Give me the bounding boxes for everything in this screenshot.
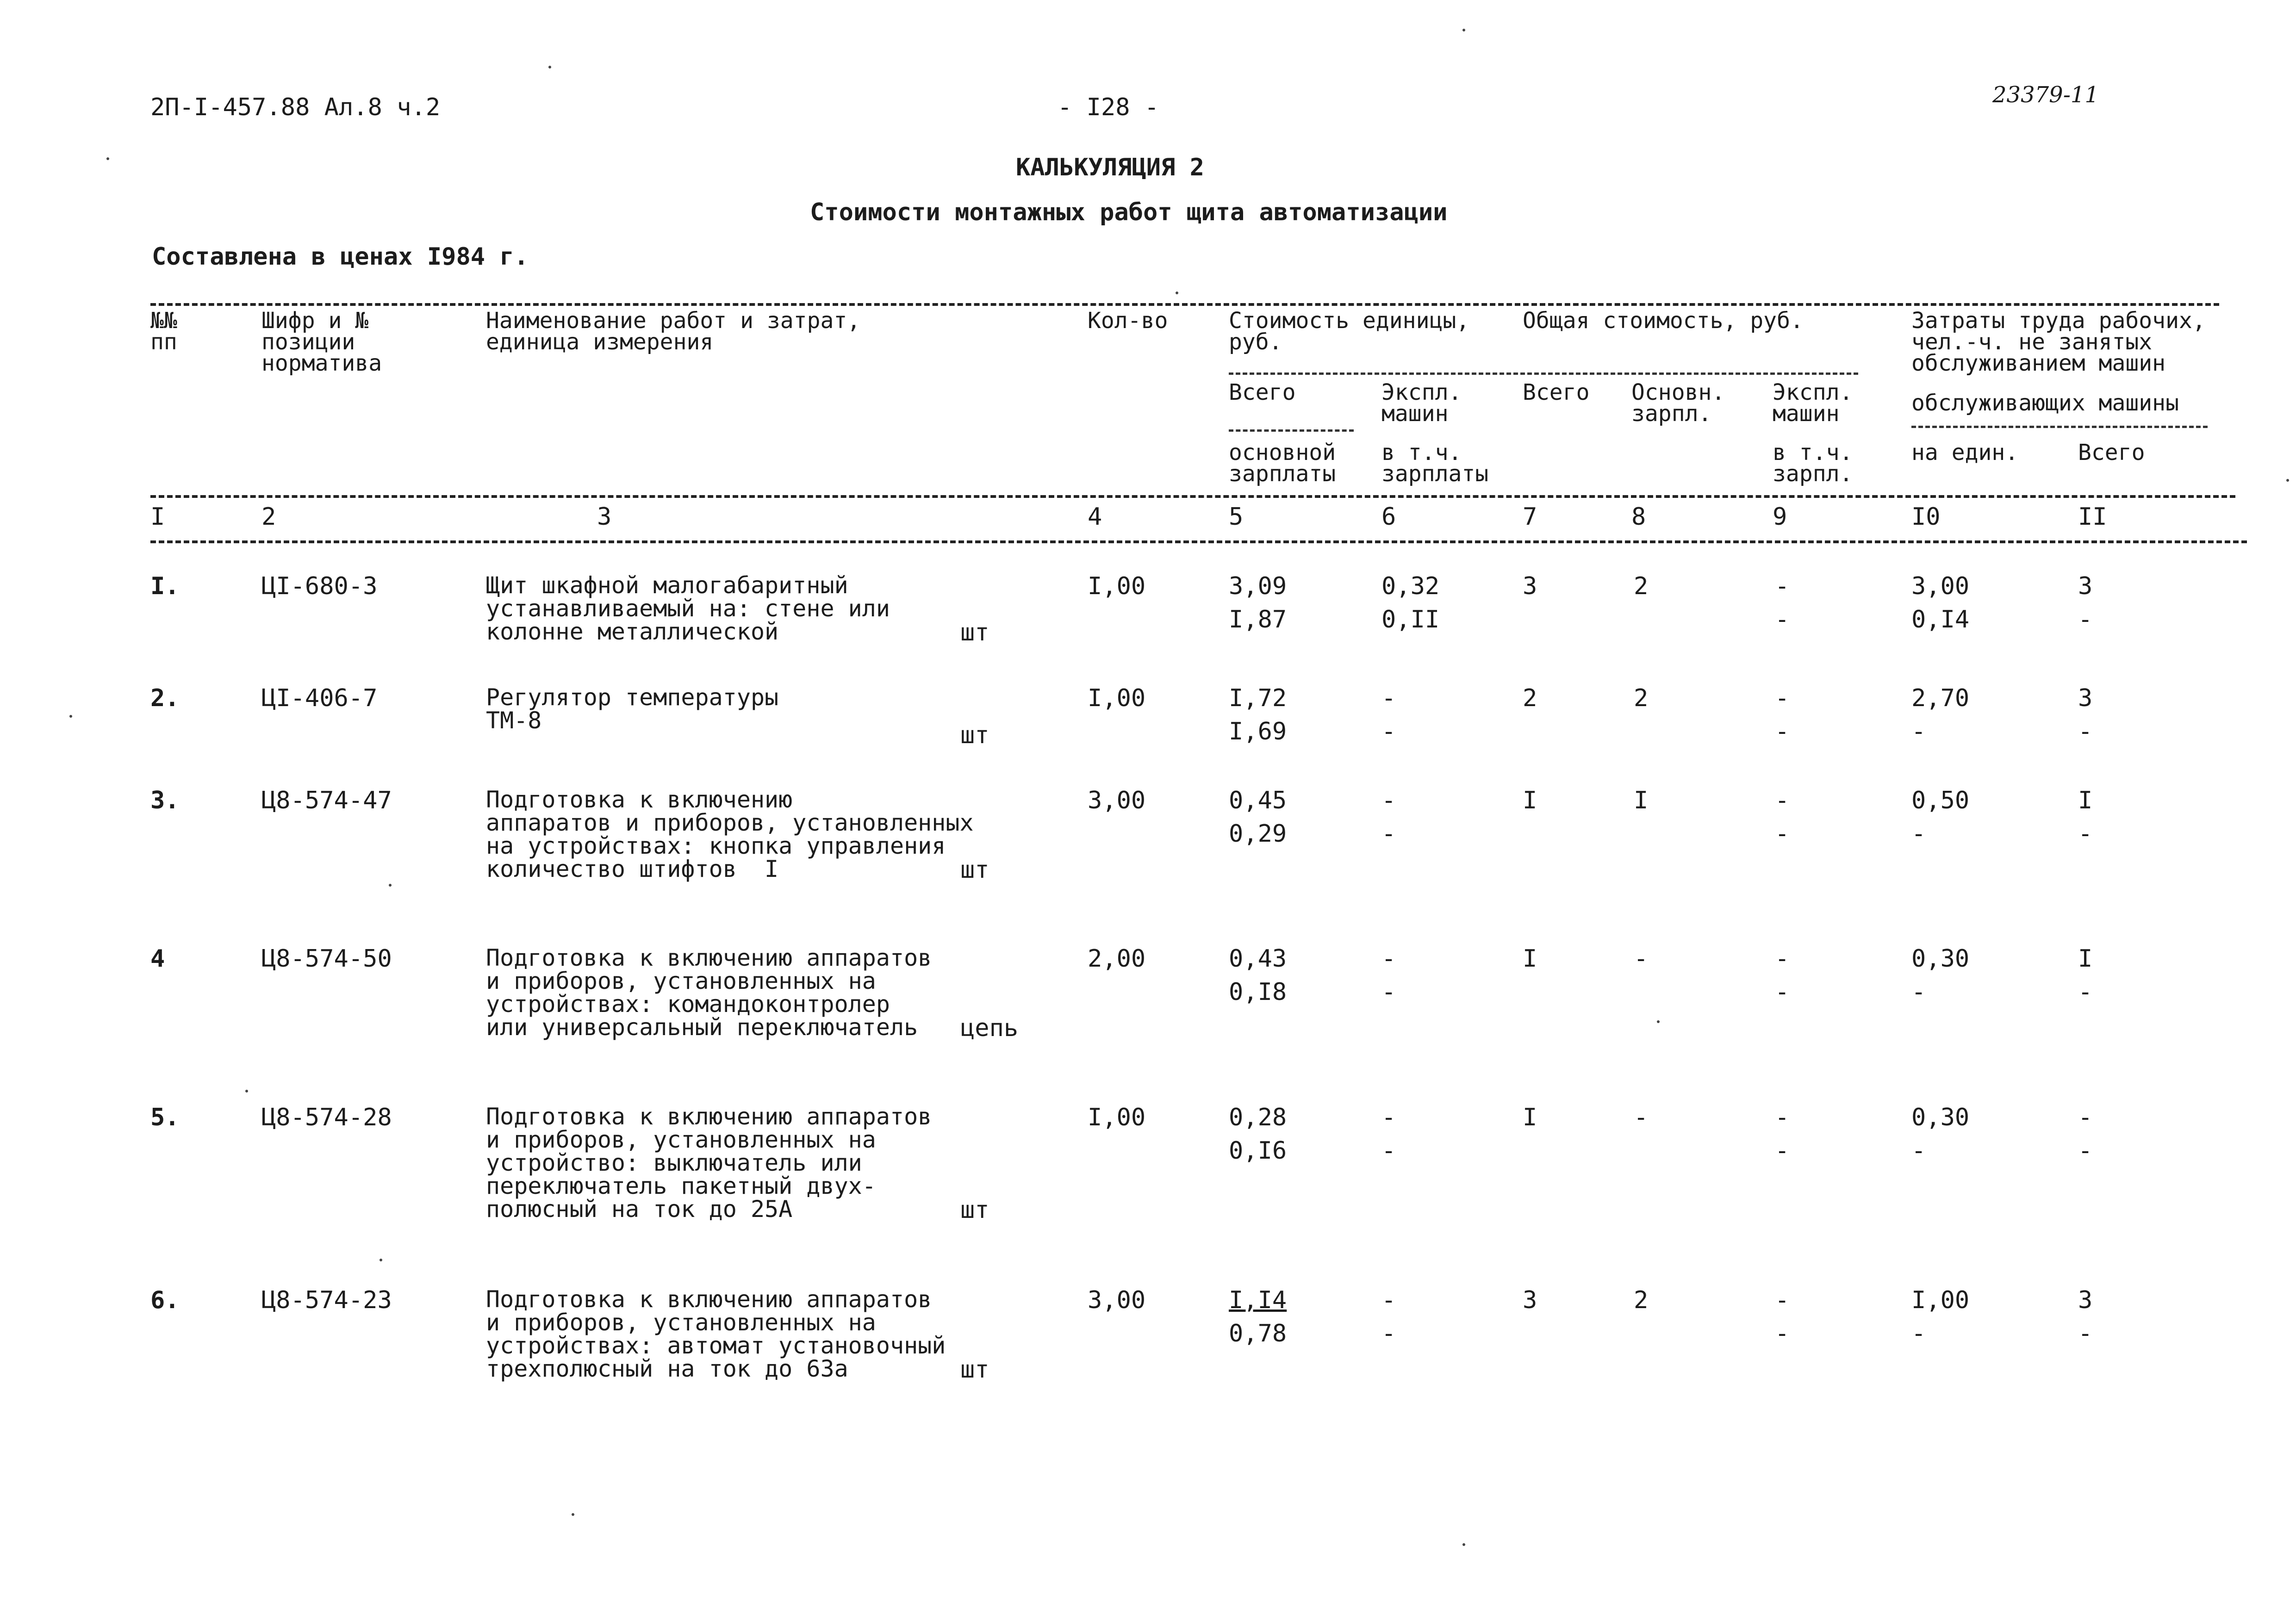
scan-speck <box>572 1513 574 1516</box>
row-total-machines-wage: - <box>1775 1137 1790 1165</box>
row-labor-total-machines: - <box>2078 820 2093 848</box>
row-total: 3 <box>1523 572 1537 600</box>
row-unit: шт <box>960 1356 989 1384</box>
row-total-machines-wage: - <box>1775 606 1790 633</box>
col-header-total-all: Всего <box>1523 379 1590 405</box>
scan-speck <box>69 715 72 718</box>
row-code: ЦI-406-7 <box>261 684 378 712</box>
scan-speck <box>389 884 392 887</box>
col-header-quantity: Кол-во <box>1088 308 1168 334</box>
row-unit: шт <box>960 619 989 646</box>
row-unit-wage: 0,78 <box>1229 1320 1287 1347</box>
row-description: Подготовка к включению аппаратов и приборов, установленных на устройствах: автомат установочный трехполюсный на ток до 63а <box>486 1286 946 1382</box>
scan-speck <box>1462 1543 1465 1546</box>
row-quantity: I,00 <box>1088 684 1146 712</box>
row-unit-machines-wage: - <box>1381 718 1396 745</box>
row-number: 4 <box>150 945 165 973</box>
row-labor-total-machines: - <box>2078 718 2093 745</box>
col-header-unit-cost: Стоимость единицы, руб. <box>1229 308 1470 355</box>
row-unit: шт <box>960 856 989 884</box>
row-base-wage: I <box>1634 787 1649 814</box>
column-number: 4 <box>1088 503 1102 531</box>
row-labor-per-unit: I,00 <box>1911 1286 1970 1314</box>
column-number: I0 <box>1911 503 1941 531</box>
column-number: II <box>2078 503 2107 531</box>
calculation-title: КАЛЬКУЛЯЦИЯ 2 <box>1016 154 1204 181</box>
row-quantity: I,00 <box>1088 1104 1146 1131</box>
col-header-total-cost: Общая стоимость, руб. <box>1523 308 1804 334</box>
row-total-machines: - <box>1775 1104 1790 1131</box>
page-number: - I28 - <box>1058 93 1159 121</box>
col-header-total-base-wage: Основн. зарпл. <box>1631 379 1725 427</box>
row-number: 5. <box>150 1104 180 1131</box>
row-total-machines-wage: - <box>1775 820 1790 848</box>
row-quantity: 2,00 <box>1088 945 1146 973</box>
scan-speck <box>2286 479 2289 482</box>
row-unit-machines-wage: - <box>1381 1320 1396 1347</box>
row-code: Ц8-574-28 <box>261 1104 392 1131</box>
row-labor-per-unit: 0,30 <box>1911 945 1970 973</box>
row-description: Подготовка к включению аппаратов и приборов, установленных на устройство: выключатель или переключатель пакетный двух- полюсный на ток до 25А <box>486 1103 932 1223</box>
row-unit-machines: - <box>1381 684 1396 712</box>
scan-speck <box>1657 1020 1660 1023</box>
column-number: 3 <box>597 503 612 531</box>
row-unit-machines-wage: 0,II <box>1381 606 1440 633</box>
row-unit-machines-wage: - <box>1381 978 1396 1006</box>
row-quantity: I,00 <box>1088 572 1146 600</box>
row-unit-wage: 0,29 <box>1229 820 1287 848</box>
row-number: 3. <box>150 787 180 814</box>
archive-number: 23379-11 <box>1992 82 2099 108</box>
row-quantity: 3,00 <box>1088 787 1146 814</box>
row-labor-total-machines: - <box>2078 606 2093 633</box>
row-unit-machines: 0,32 <box>1381 572 1440 600</box>
row-unit-total: 3,09 <box>1229 572 1287 600</box>
row-unit: цепь <box>960 1014 1019 1042</box>
row-code: ЦI-680-3 <box>261 572 378 600</box>
row-total: 3 <box>1523 1286 1537 1314</box>
row-total-machines-wage: - <box>1775 978 1790 1006</box>
row-labor-per-unit-machines: 0,I4 <box>1911 606 1970 633</box>
row-unit-total: 0,28 <box>1229 1104 1287 1131</box>
row-total: 2 <box>1523 684 1537 712</box>
row-description: Регулятор температуры ТМ-8 <box>486 684 779 734</box>
col-header-name: Наименование работ и затрат, единица измерения <box>486 308 861 355</box>
row-labor-total-machines: - <box>2078 1137 2093 1165</box>
row-unit: шт <box>960 1196 989 1224</box>
calculation-subtitle: Стоимости монтажных работ щита автоматизации <box>810 199 1448 226</box>
col-header-unit-machines: Экспл. машин <box>1381 379 1462 427</box>
scan-speck <box>380 1259 382 1261</box>
col-header-number: №№ пп <box>150 308 177 355</box>
column-number: 9 <box>1773 503 1787 531</box>
row-description: Подготовка к включению аппаратов и приборов, установленных на устройствах: кнопка управления количество штифтов I <box>486 786 974 882</box>
row-labor-per-unit-machines: - <box>1911 1320 1926 1347</box>
row-unit-total: I,72 <box>1229 684 1287 712</box>
row-unit: шт <box>960 721 989 749</box>
row-unit-machines-wage: - <box>1381 820 1396 848</box>
prices-note: Составлена в ценах I984 г. <box>152 243 529 271</box>
row-unit-machines-wage: - <box>1381 1137 1396 1165</box>
row-base-wage: - <box>1634 945 1649 973</box>
column-number: 7 <box>1523 503 1537 531</box>
document-code: 2П-I-457.88 Ал.8 ч.2 <box>150 93 441 121</box>
col-header-total-machines: Экспл. машин <box>1773 379 1853 427</box>
row-unit-total: 0,43 <box>1229 945 1287 973</box>
row-labor-per-unit: 0,30 <box>1911 1104 1970 1131</box>
col-header-total-incl-wage: в т.ч. зарпл. <box>1773 440 1853 487</box>
row-base-wage: 2 <box>1634 572 1649 600</box>
col-header-unit-total: Всего <box>1229 379 1296 405</box>
header-mid-rule <box>150 495 2235 498</box>
row-unit-wage: 0,I8 <box>1229 978 1287 1006</box>
row-number: I. <box>150 572 180 600</box>
row-labor-total: I <box>2078 787 2093 814</box>
row-number: 6. <box>150 1286 180 1314</box>
row-total-machines: - <box>1775 684 1790 712</box>
row-unit-wage: I,87 <box>1229 606 1287 633</box>
row-quantity: 3,00 <box>1088 1286 1146 1314</box>
row-labor-per-unit-machines: - <box>1911 978 1926 1006</box>
row-total-machines: - <box>1775 572 1790 600</box>
col-header-code: Шифр и № позиции норматива <box>261 308 382 376</box>
header-top-rule <box>150 303 2219 306</box>
scan-speck <box>1176 292 1178 294</box>
row-labor-total: 3 <box>2078 1286 2093 1314</box>
row-total-machines: - <box>1775 787 1790 814</box>
column-number: 5 <box>1229 503 1244 531</box>
row-unit-wage: 0,I6 <box>1229 1137 1287 1165</box>
row-labor-total: - <box>2078 1104 2093 1131</box>
scan-speck <box>548 66 551 68</box>
labor-subheader-rule <box>1911 426 2208 428</box>
row-labor-total: 3 <box>2078 684 2093 712</box>
row-labor-total-machines: - <box>2078 1320 2093 1347</box>
row-unit-machines: - <box>1381 787 1396 814</box>
scan-speck <box>245 1090 248 1092</box>
row-base-wage: - <box>1634 1104 1649 1131</box>
row-unit-machines: - <box>1381 1104 1396 1131</box>
row-total: I <box>1523 1104 1537 1131</box>
row-labor-total: I <box>2078 945 2093 973</box>
row-labor-per-unit: 0,50 <box>1911 787 1970 814</box>
col-header-unit-incl-wage: в т.ч. зарплаты <box>1381 440 1489 487</box>
row-total-machines-wage: - <box>1775 718 1790 745</box>
row-total-machines-wage: - <box>1775 1320 1790 1347</box>
row-total-machines: - <box>1775 945 1790 973</box>
header-bottom-rule <box>150 540 2247 543</box>
row-unit-machines: - <box>1381 1286 1396 1314</box>
col-header-labor-per-unit: на един. <box>1911 440 2019 466</box>
row-total: I <box>1523 945 1537 973</box>
scan-speck <box>1462 29 1465 31</box>
row-code: Ц8-574-23 <box>261 1286 392 1314</box>
row-base-wage: 2 <box>1634 1286 1649 1314</box>
row-labor-per-unit: 2,70 <box>1911 684 1970 712</box>
row-labor-total-machines: - <box>2078 978 2093 1006</box>
row-unit-total: 0,45 <box>1229 787 1287 814</box>
column-number: 6 <box>1381 503 1396 531</box>
column-number: I <box>150 503 165 531</box>
row-labor-total: 3 <box>2078 572 2093 600</box>
row-unit-total: I,I4 <box>1229 1286 1287 1314</box>
row-unit-machines: - <box>1381 945 1396 973</box>
row-code: Ц8-574-50 <box>261 945 392 973</box>
row-description: Щит шкафной малогабаритный устанавливаемый на: стене или колонне металлической <box>486 572 890 645</box>
col-header-labor-total: Всего <box>2078 440 2145 466</box>
column-number: 2 <box>261 503 276 531</box>
row-number: 2. <box>150 684 180 712</box>
row-base-wage: 2 <box>1634 684 1649 712</box>
row-labor-per-unit-machines: - <box>1911 1137 1926 1165</box>
col-header-labor-sub: обслуживающих машины <box>1911 390 2179 416</box>
row-labor-per-unit-machines: - <box>1911 718 1926 745</box>
row-code: Ц8-574-47 <box>261 787 392 814</box>
row-labor-per-unit-machines: - <box>1911 820 1926 848</box>
row-labor-per-unit: 3,00 <box>1911 572 1970 600</box>
col-header-unit-base-wage: основной зарплаты <box>1229 440 1336 487</box>
row-total-machines: - <box>1775 1286 1790 1314</box>
row-unit-wage: I,69 <box>1229 718 1287 745</box>
column-number: 8 <box>1631 503 1646 531</box>
cost-subheader-rule <box>1229 372 1858 375</box>
unit-subheader-rule <box>1229 429 1354 432</box>
scan-speck <box>106 157 109 160</box>
row-total: I <box>1523 787 1537 814</box>
col-header-labor: Затраты труда рабочих, чел.-ч. не занятых обслуживанием машин <box>1911 308 2206 376</box>
row-description: Подготовка к включению аппаратов и приборов, установленных на устройствах: командоконтролер или универсальный переключатель <box>486 944 932 1041</box>
